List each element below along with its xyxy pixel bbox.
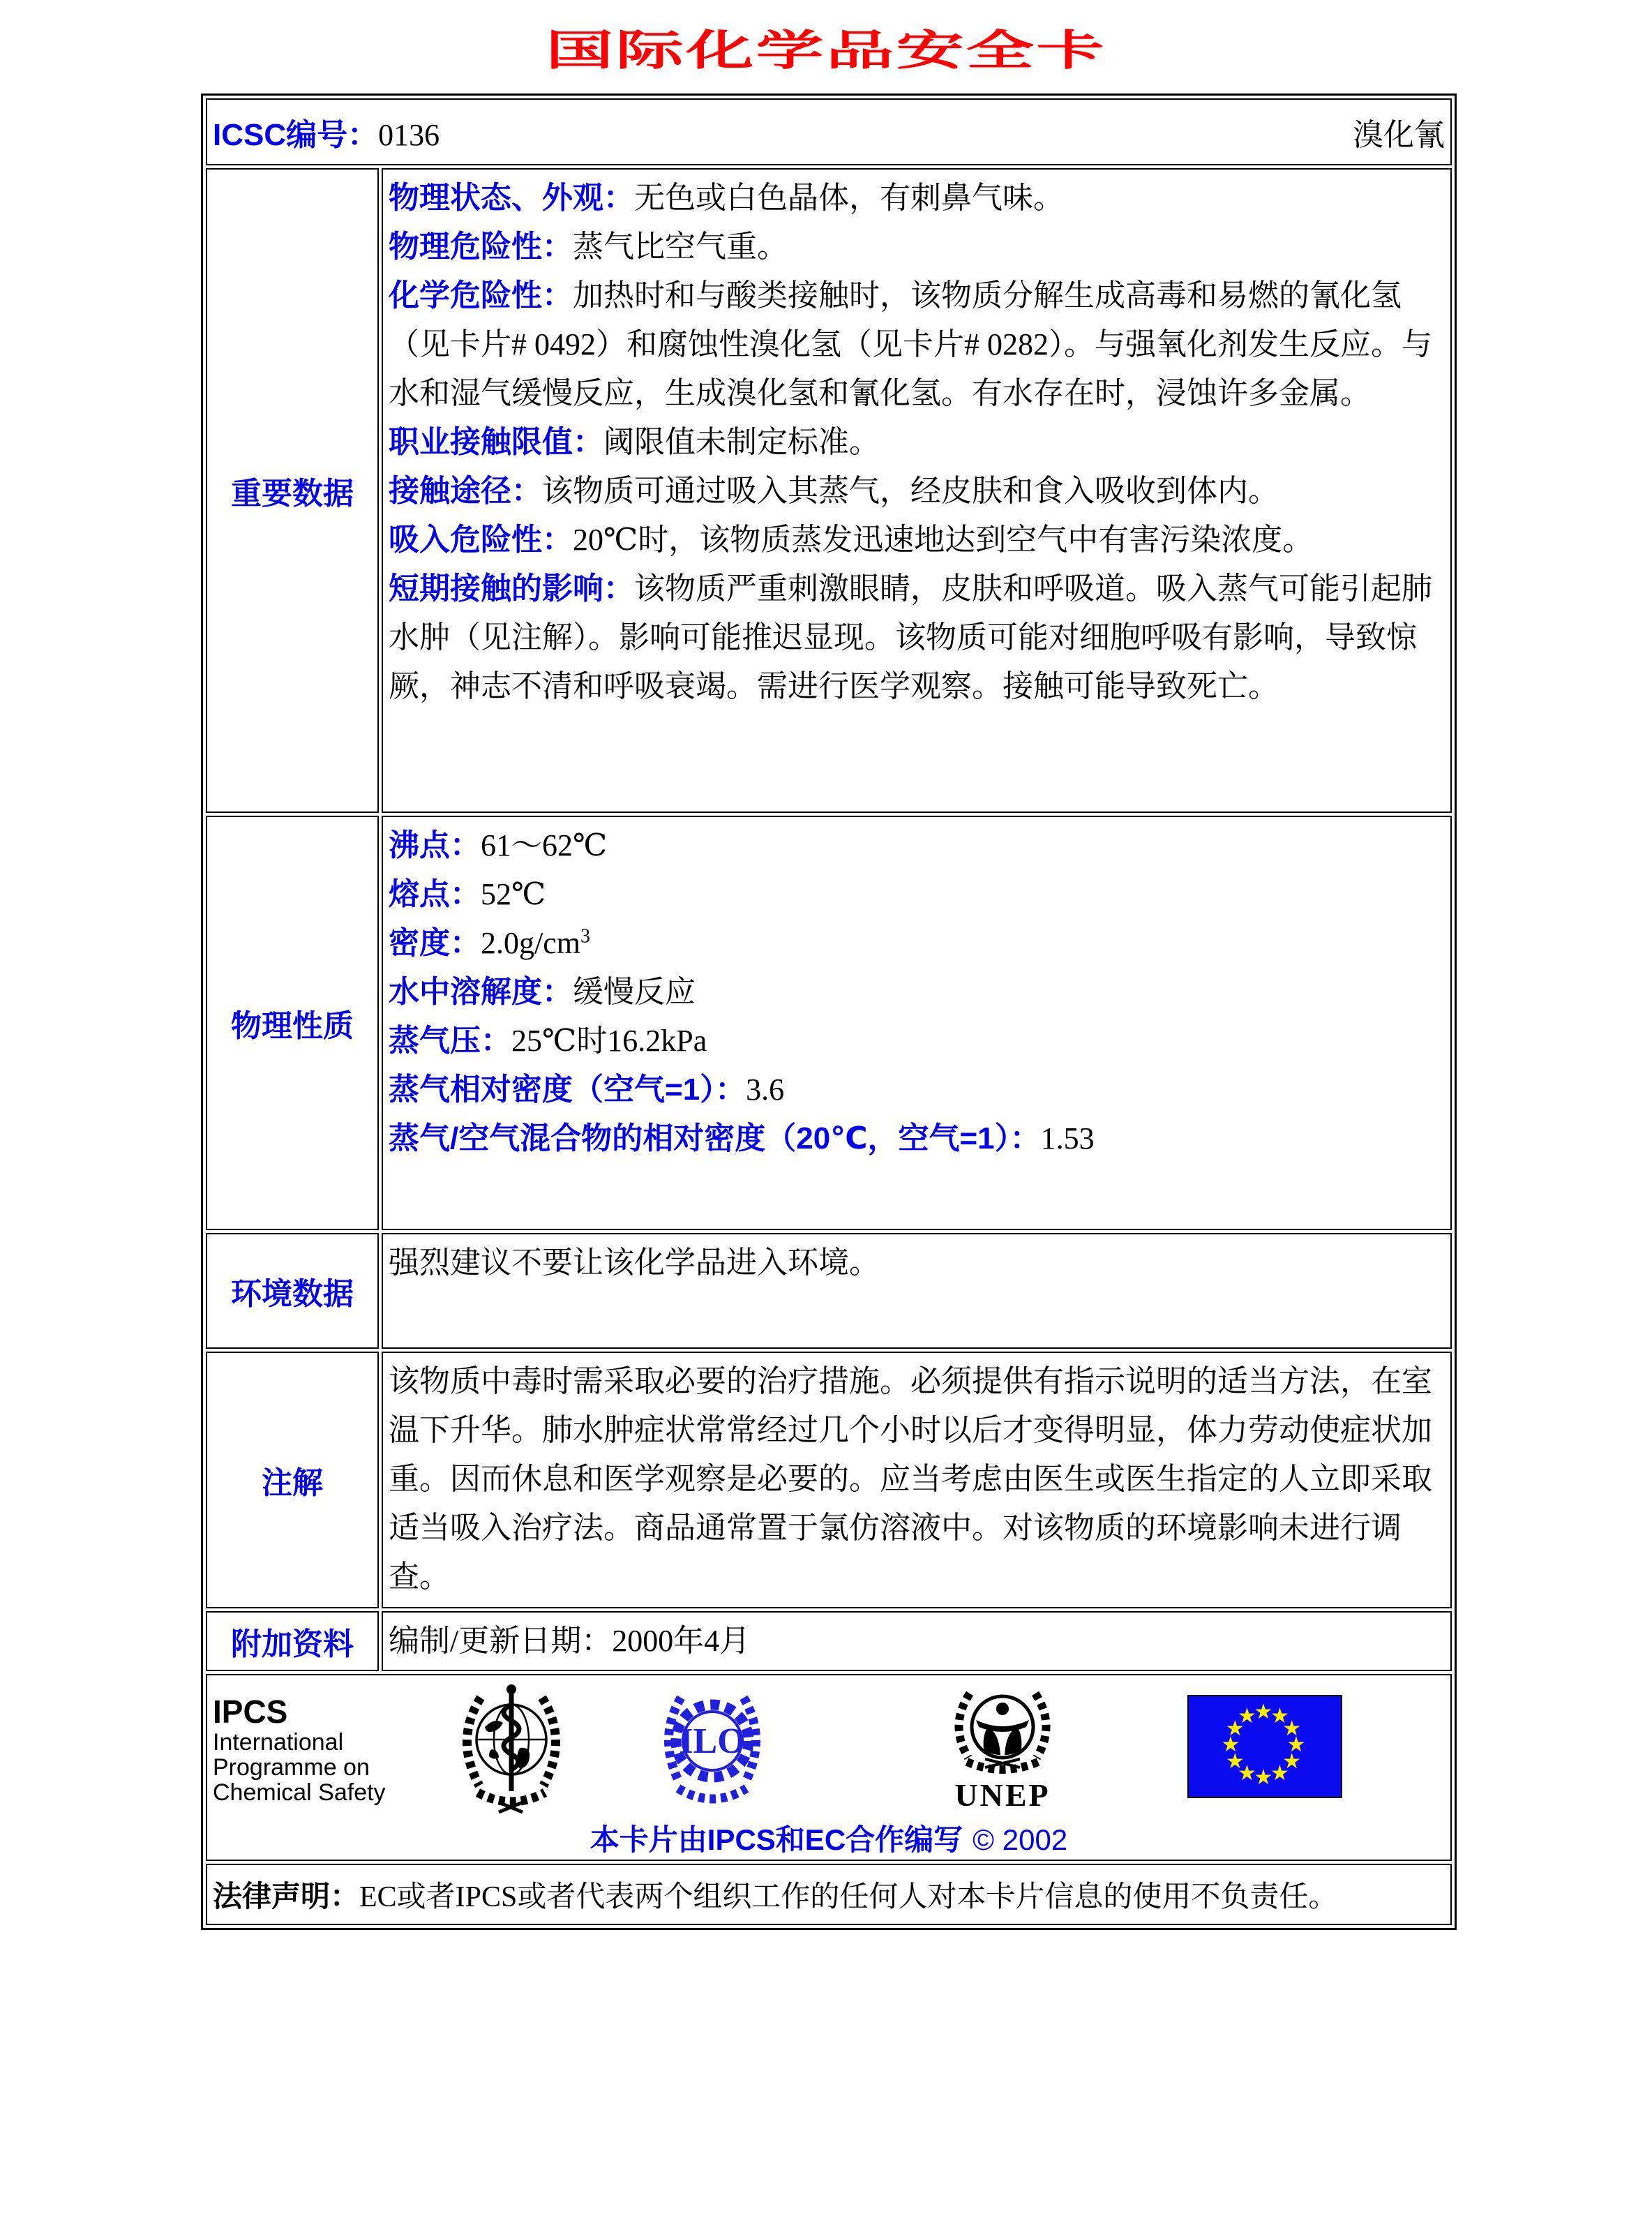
field-row — [389, 223, 1445, 271]
field-label: 蒸气/空气混合物的相对密度（20℃，空气=1）： — [389, 1121, 1041, 1156]
ipcs-subtitle-line: International — [213, 1729, 344, 1756]
eu-flag-icon — [1187, 1695, 1342, 1798]
field-row — [389, 1017, 1445, 1065]
field-value: 1.53 — [1040, 1121, 1095, 1156]
field-label: 化学危险性： — [389, 278, 573, 313]
field-label: 沸点： — [389, 828, 481, 862]
section-row-important-data — [206, 168, 1452, 813]
icsc-number-field — [213, 110, 440, 154]
eu-star-icon: ★ — [1221, 1733, 1240, 1757]
field-value: 该物质严重刺激眼睛，皮肤和呼吸道。吸入蒸气可能引起肺水肿（见注解）。影响可能推迟显现。该物质可能对细胞呼吸有影响，导致惊厥，神志不清和呼吸衰竭。需进行医学观察。接触可能导致死亡。 — [389, 571, 1432, 703]
field-label: 物理危险性： — [389, 230, 573, 264]
eu-star-icon: ★ — [1270, 1704, 1289, 1729]
field-row — [389, 174, 1445, 223]
field-row — [389, 1239, 1445, 1287]
field-value: 20℃时，该物质蒸发迅速地达到空气中有害污染浓度。 — [573, 523, 1314, 557]
field-label: 短期接触的影响： — [389, 571, 634, 606]
field-label: 蒸气相对密度（空气=1）： — [389, 1072, 746, 1107]
section-row-additional-information — [206, 1611, 1452, 1671]
field-label: 密度： — [389, 926, 481, 960]
section-row-environmental-data — [206, 1233, 1452, 1349]
field-value: 61～62℃ — [481, 828, 608, 862]
field-row — [389, 516, 1445, 564]
section-label-additional-information: 附加资料 — [206, 1611, 379, 1671]
section-content-notes — [382, 1352, 1452, 1608]
unep-emblem-icon — [945, 1684, 1060, 1776]
legal-cell — [206, 1864, 1452, 1925]
field-label: 熔点： — [389, 877, 481, 911]
section-content-environmental-data — [382, 1233, 1452, 1349]
ilo-letters: ILO — [679, 1721, 746, 1761]
field-row — [389, 1357, 1445, 1601]
eu-star-icon: ★ — [1238, 1760, 1256, 1786]
unep-wordmark: UNEP — [954, 1777, 1051, 1813]
header-cell — [206, 98, 1452, 165]
eu-star-icon: ★ — [1254, 1700, 1273, 1724]
eu-star-icon: ★ — [1225, 1716, 1245, 1741]
page-title — [0, 0, 1652, 74]
section-row-notes — [206, 1352, 1452, 1608]
footer-caption-text: 本卡片由IPCS和EC合作编写 — [590, 1823, 963, 1856]
section-content-important-data — [382, 168, 1452, 813]
ilo-logo-icon — [657, 1685, 767, 1812]
eu-star-icon: ★ — [1270, 1760, 1289, 1786]
section-label-important-data: 重要数据 — [206, 168, 379, 813]
field-value: 强烈建议不要让该化学品进入环境。 — [389, 1246, 880, 1280]
ipcs-subtitle-line: Programme on — [213, 1754, 370, 1781]
ipcs-acronym: IPCS — [213, 1693, 288, 1730]
field-row — [389, 919, 1445, 968]
field-value: 52℃ — [481, 877, 546, 911]
ipcs-subtitle-line: Chemical Safety — [213, 1779, 386, 1806]
legal-notice-text: EC或者IPCS或者代表两个组织工作的任何人对本卡片信息的使用不负责任。 — [359, 1881, 1338, 1913]
header-row — [206, 98, 1452, 165]
eu-star-icon: ★ — [1254, 1765, 1273, 1790]
field-value: 2.0g/cm — [481, 926, 580, 960]
field-value: 加热时和与酸类接触时，该物质分解生成高毒和易燃的氰化氢（见卡片# 0492）和腐蚀性溴化氢（见卡片# 0282）。与强氧化剂发生反应。与水和湿气缓慢反应，生成溴化氢和氰化氢。有水存在时，浸蚀许多金属。 — [389, 278, 1432, 410]
field-row — [389, 1065, 1445, 1114]
field-value: 该物质可通过吸入其蒸气，经皮肤和食入吸收到体内。 — [542, 474, 1279, 508]
field-value: 阈限值未制定标准。 — [603, 425, 880, 459]
field-row — [389, 968, 1445, 1017]
field-value: 编制/更新日期：2000年4月 — [389, 1624, 751, 1658]
field-value: 25℃时16.2kPa — [511, 1024, 707, 1058]
footer-caption — [207, 1822, 1450, 1858]
ipcs-block — [213, 1693, 386, 1805]
field-label: 职业接触限值： — [389, 425, 603, 459]
copyright-text: © 2002 — [973, 1823, 1068, 1856]
field-value: 缓慢反应 — [573, 975, 696, 1009]
legal-row — [206, 1864, 1452, 1925]
field-row — [389, 1114, 1445, 1163]
logos-cell — [206, 1674, 1452, 1861]
field-row — [389, 564, 1445, 711]
eu-star-icon: ★ — [1238, 1704, 1256, 1729]
field-row — [389, 418, 1445, 467]
icsc-number-value: 0136 — [378, 118, 440, 152]
field-value: 无色或白色晶体，有刺鼻气味。 — [634, 181, 1064, 215]
section-label-notes: 注解 — [206, 1352, 379, 1608]
section-label-physical-properties: 物理性质 — [206, 816, 379, 1230]
field-label: 物理状态、外观： — [389, 181, 634, 215]
field-row — [389, 271, 1445, 418]
field-label: 水中溶解度： — [389, 975, 573, 1009]
legal-notice — [213, 1874, 1445, 1915]
field-value: 3.6 — [746, 1072, 785, 1107]
icsc-card-table — [201, 94, 1457, 1930]
field-label: 接触途径： — [389, 474, 542, 508]
field-row — [389, 1617, 1445, 1666]
chemical-name: 溴化氰 — [1353, 118, 1445, 152]
field-value: 蒸气比空气重。 — [573, 230, 788, 264]
legal-notice-label: 法律声明： — [213, 1880, 360, 1913]
section-label-environmental-data: 环境数据 — [206, 1233, 379, 1349]
icsc-number-label: ICSC编号： — [213, 118, 379, 152]
eu-star-icon: ★ — [1225, 1749, 1245, 1774]
who-logo-icon — [453, 1681, 570, 1818]
field-row — [389, 821, 1445, 870]
eu-star-icon: ★ — [1286, 1733, 1306, 1757]
section-row-physical-properties — [206, 816, 1452, 1230]
page-title-text: 国际化学品安全卡 — [546, 27, 1106, 74]
field-row — [389, 467, 1445, 516]
field-row — [389, 870, 1445, 919]
field-label: 蒸气压： — [389, 1024, 511, 1058]
eu-star-icon: ★ — [1282, 1749, 1302, 1774]
section-content-additional-information — [382, 1611, 1452, 1671]
field-value: 该物质中毒时需采取必要的治疗措施。必须提供有指示说明的适当方法，在室温下升华。肺水肿症状常常经过几个小时以后才变得明显，体力劳动使症状加重。因而休息和医学观察是必要的。应当考虑由医生或医生指定的人立即采取适当吸入治疗法。商品通常置于氯仿溶液中。对该物质的环境影响未进行调查。 — [389, 1364, 1432, 1594]
logos-row — [206, 1674, 1452, 1861]
section-content-physical-properties — [382, 816, 1452, 1230]
field-label: 吸入危险性： — [389, 523, 573, 557]
eu-star-icon: ★ — [1282, 1716, 1302, 1741]
unep-logo-block — [940, 1684, 1065, 1811]
field-value-superscript: 3 — [580, 925, 590, 948]
